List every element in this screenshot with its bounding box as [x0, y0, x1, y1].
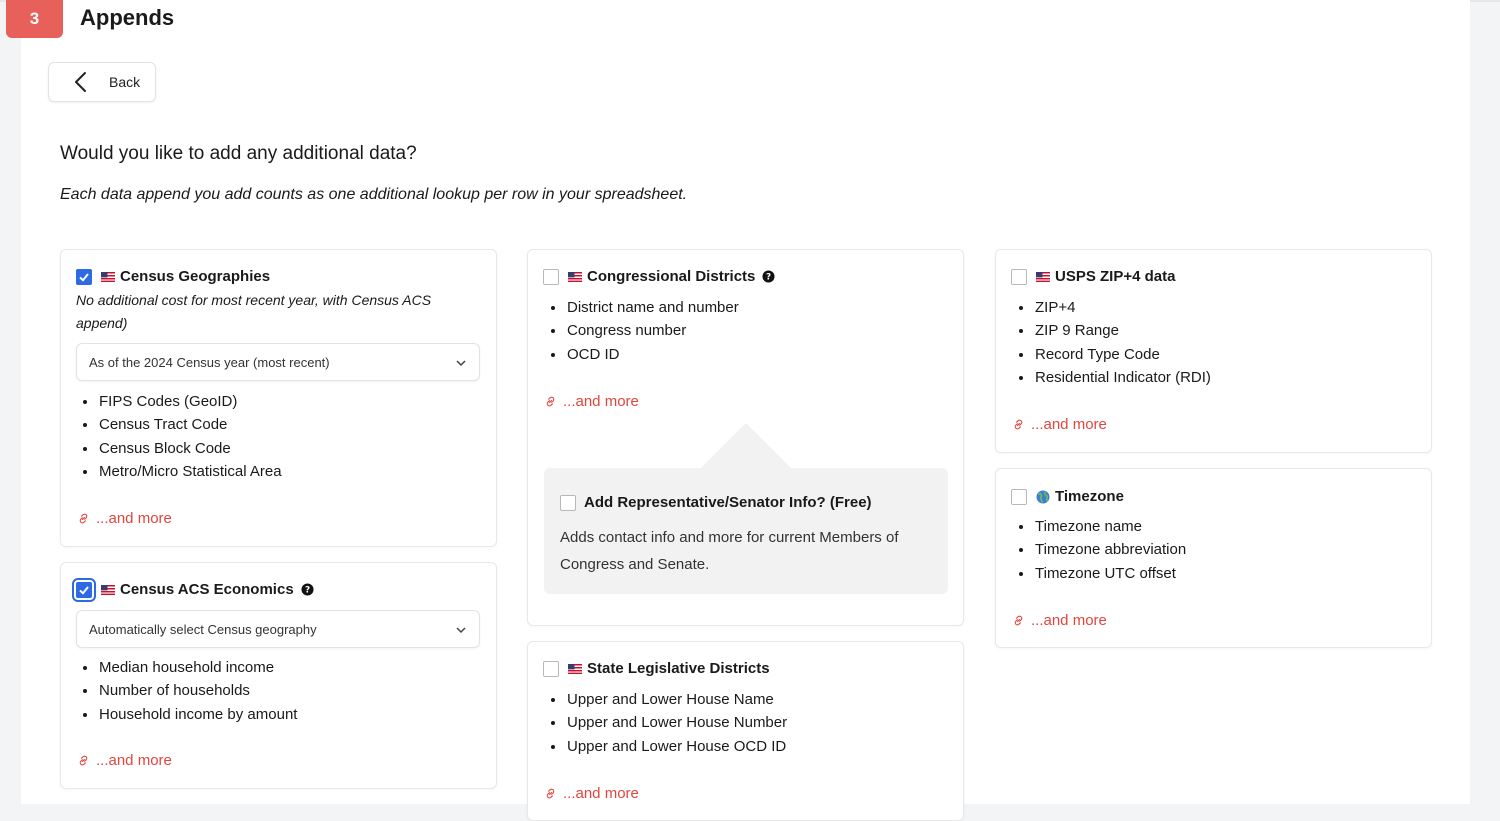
more-label: ...and more — [1031, 416, 1107, 433]
state-legislative-more-link[interactable] — [544, 785, 639, 802]
svg-text:?: ? — [304, 585, 310, 596]
congressional-districts-checkbox[interactable] — [543, 269, 559, 285]
question-heading: Would you like to add any additional data? — [60, 143, 417, 164]
more-label: ...and more — [563, 393, 639, 410]
link-icon — [1012, 614, 1025, 627]
check-icon — [78, 584, 90, 596]
chevron-left-icon — [71, 71, 93, 93]
list-item: • Household income by amount — [98, 703, 297, 726]
link-icon — [77, 754, 90, 767]
us-flag-icon — [568, 664, 582, 674]
census-geographies-note: No additional cost for most recent year, with Census ACS append) — [76, 292, 432, 331]
census-acs-list — [78, 656, 297, 726]
list-item: • ZIP+4 — [1034, 296, 1211, 319]
chevron-down-icon — [455, 357, 467, 369]
list-item: • OCD ID — [566, 343, 739, 366]
census-year-select-value: As of the 2024 Census year (most recent) — [89, 354, 330, 370]
timezone-title: Timezone — [1055, 488, 1124, 505]
list-item: • Upper and Lower House OCD ID — [566, 735, 787, 758]
census-geographies-more-link[interactable] — [77, 510, 172, 527]
list-item: • Upper and Lower House Number — [566, 711, 787, 734]
page-title: Appends — [80, 5, 175, 30]
step-badge: 3 — [6, 0, 63, 38]
census-geographies-header — [76, 268, 270, 285]
svg-text:?: ? — [766, 272, 772, 283]
more-label: ...and more — [96, 510, 172, 527]
usps-zip4-more-link[interactable] — [1012, 416, 1107, 433]
list-item: • Median household income — [98, 656, 297, 679]
representative-info-header — [560, 494, 872, 511]
congressional-districts-list — [546, 296, 739, 366]
help-icon[interactable] — [301, 583, 314, 596]
list-item: • Number of households — [98, 679, 297, 702]
usps-zip4-header — [1011, 268, 1175, 285]
more-label: ...and more — [96, 752, 172, 769]
usps-zip4-title: USPS ZIP+4 data — [1055, 268, 1176, 285]
representative-info-description: Adds contact info and more for current Members of Congress and Senate. — [560, 529, 899, 573]
timezone-more-link[interactable] — [1012, 612, 1107, 629]
globe-icon — [1036, 490, 1050, 504]
back-label: Back — [109, 74, 141, 90]
timezone-list — [1014, 515, 1186, 585]
list-item: • Timezone UTC offset — [1034, 562, 1186, 585]
list-item: • Metro/Micro Statistical Area — [98, 460, 282, 483]
link-icon — [1012, 418, 1025, 431]
us-flag-icon — [1036, 272, 1050, 282]
list-item: • FIPS Codes (GeoID) — [98, 390, 282, 413]
congressional-districts-header — [543, 268, 775, 285]
usps-zip4-checkbox[interactable] — [1011, 269, 1027, 285]
list-item: • Census Block Code — [98, 437, 282, 460]
link-icon — [544, 395, 557, 408]
state-legislative-list — [546, 688, 787, 758]
timezone-checkbox[interactable] — [1011, 489, 1027, 505]
state-legislative-title: State Legislative Districts — [587, 660, 770, 677]
lookup-note: Each data append you add counts as one additional lookup per row in your spreadsheet. — [60, 186, 688, 203]
census-year-select[interactable] — [76, 343, 480, 381]
census-acs-more-link[interactable] — [77, 752, 172, 769]
check-icon — [78, 271, 90, 283]
back-button[interactable] — [48, 62, 156, 102]
census-geographies-title: Census Geographies — [120, 268, 271, 285]
representative-info-checkbox[interactable] — [560, 495, 576, 511]
list-item: • Record Type Code — [1034, 343, 1211, 366]
congressional-districts-more-link[interactable] — [544, 393, 639, 410]
census-geographies-list — [78, 390, 282, 484]
census-acs-checkbox[interactable] — [76, 582, 92, 598]
usps-zip4-list — [1014, 296, 1211, 390]
link-icon — [77, 512, 90, 525]
census-geography-select[interactable] — [76, 610, 480, 648]
us-flag-icon — [101, 585, 115, 595]
timezone-header — [1011, 488, 1124, 505]
list-item: • Census Tract Code — [98, 413, 282, 436]
congressional-districts-title: Congressional Districts — [587, 268, 756, 285]
list-item: • Timezone name — [1034, 515, 1186, 538]
list-item: • ZIP 9 Range — [1034, 319, 1211, 342]
subpanel-pointer — [700, 423, 792, 469]
link-icon — [544, 787, 557, 800]
state-legislative-header — [543, 660, 770, 677]
list-item: • District name and number — [566, 296, 739, 319]
list-item: • Residential Indicator (RDI) — [1034, 366, 1211, 389]
chevron-down-icon — [455, 624, 467, 636]
census-acs-title: Census ACS Economics — [120, 581, 294, 598]
more-label: ...and more — [1031, 612, 1107, 629]
list-item: • Upper and Lower House Name — [566, 688, 787, 711]
representative-info-title: Add Representative/Senator Info? (Free) — [584, 494, 872, 511]
census-geographies-checkbox[interactable] — [76, 269, 92, 285]
help-icon[interactable] — [762, 270, 775, 283]
us-flag-icon — [568, 272, 582, 282]
census-acs-header — [76, 581, 314, 598]
list-item: • Timezone abbreviation — [1034, 538, 1186, 561]
us-flag-icon — [101, 272, 115, 282]
more-label: ...and more — [563, 785, 639, 802]
state-legislative-checkbox[interactable] — [543, 661, 559, 677]
census-geography-select-value: Automatically select Census geography — [89, 621, 317, 637]
list-item: • Congress number — [566, 319, 739, 342]
